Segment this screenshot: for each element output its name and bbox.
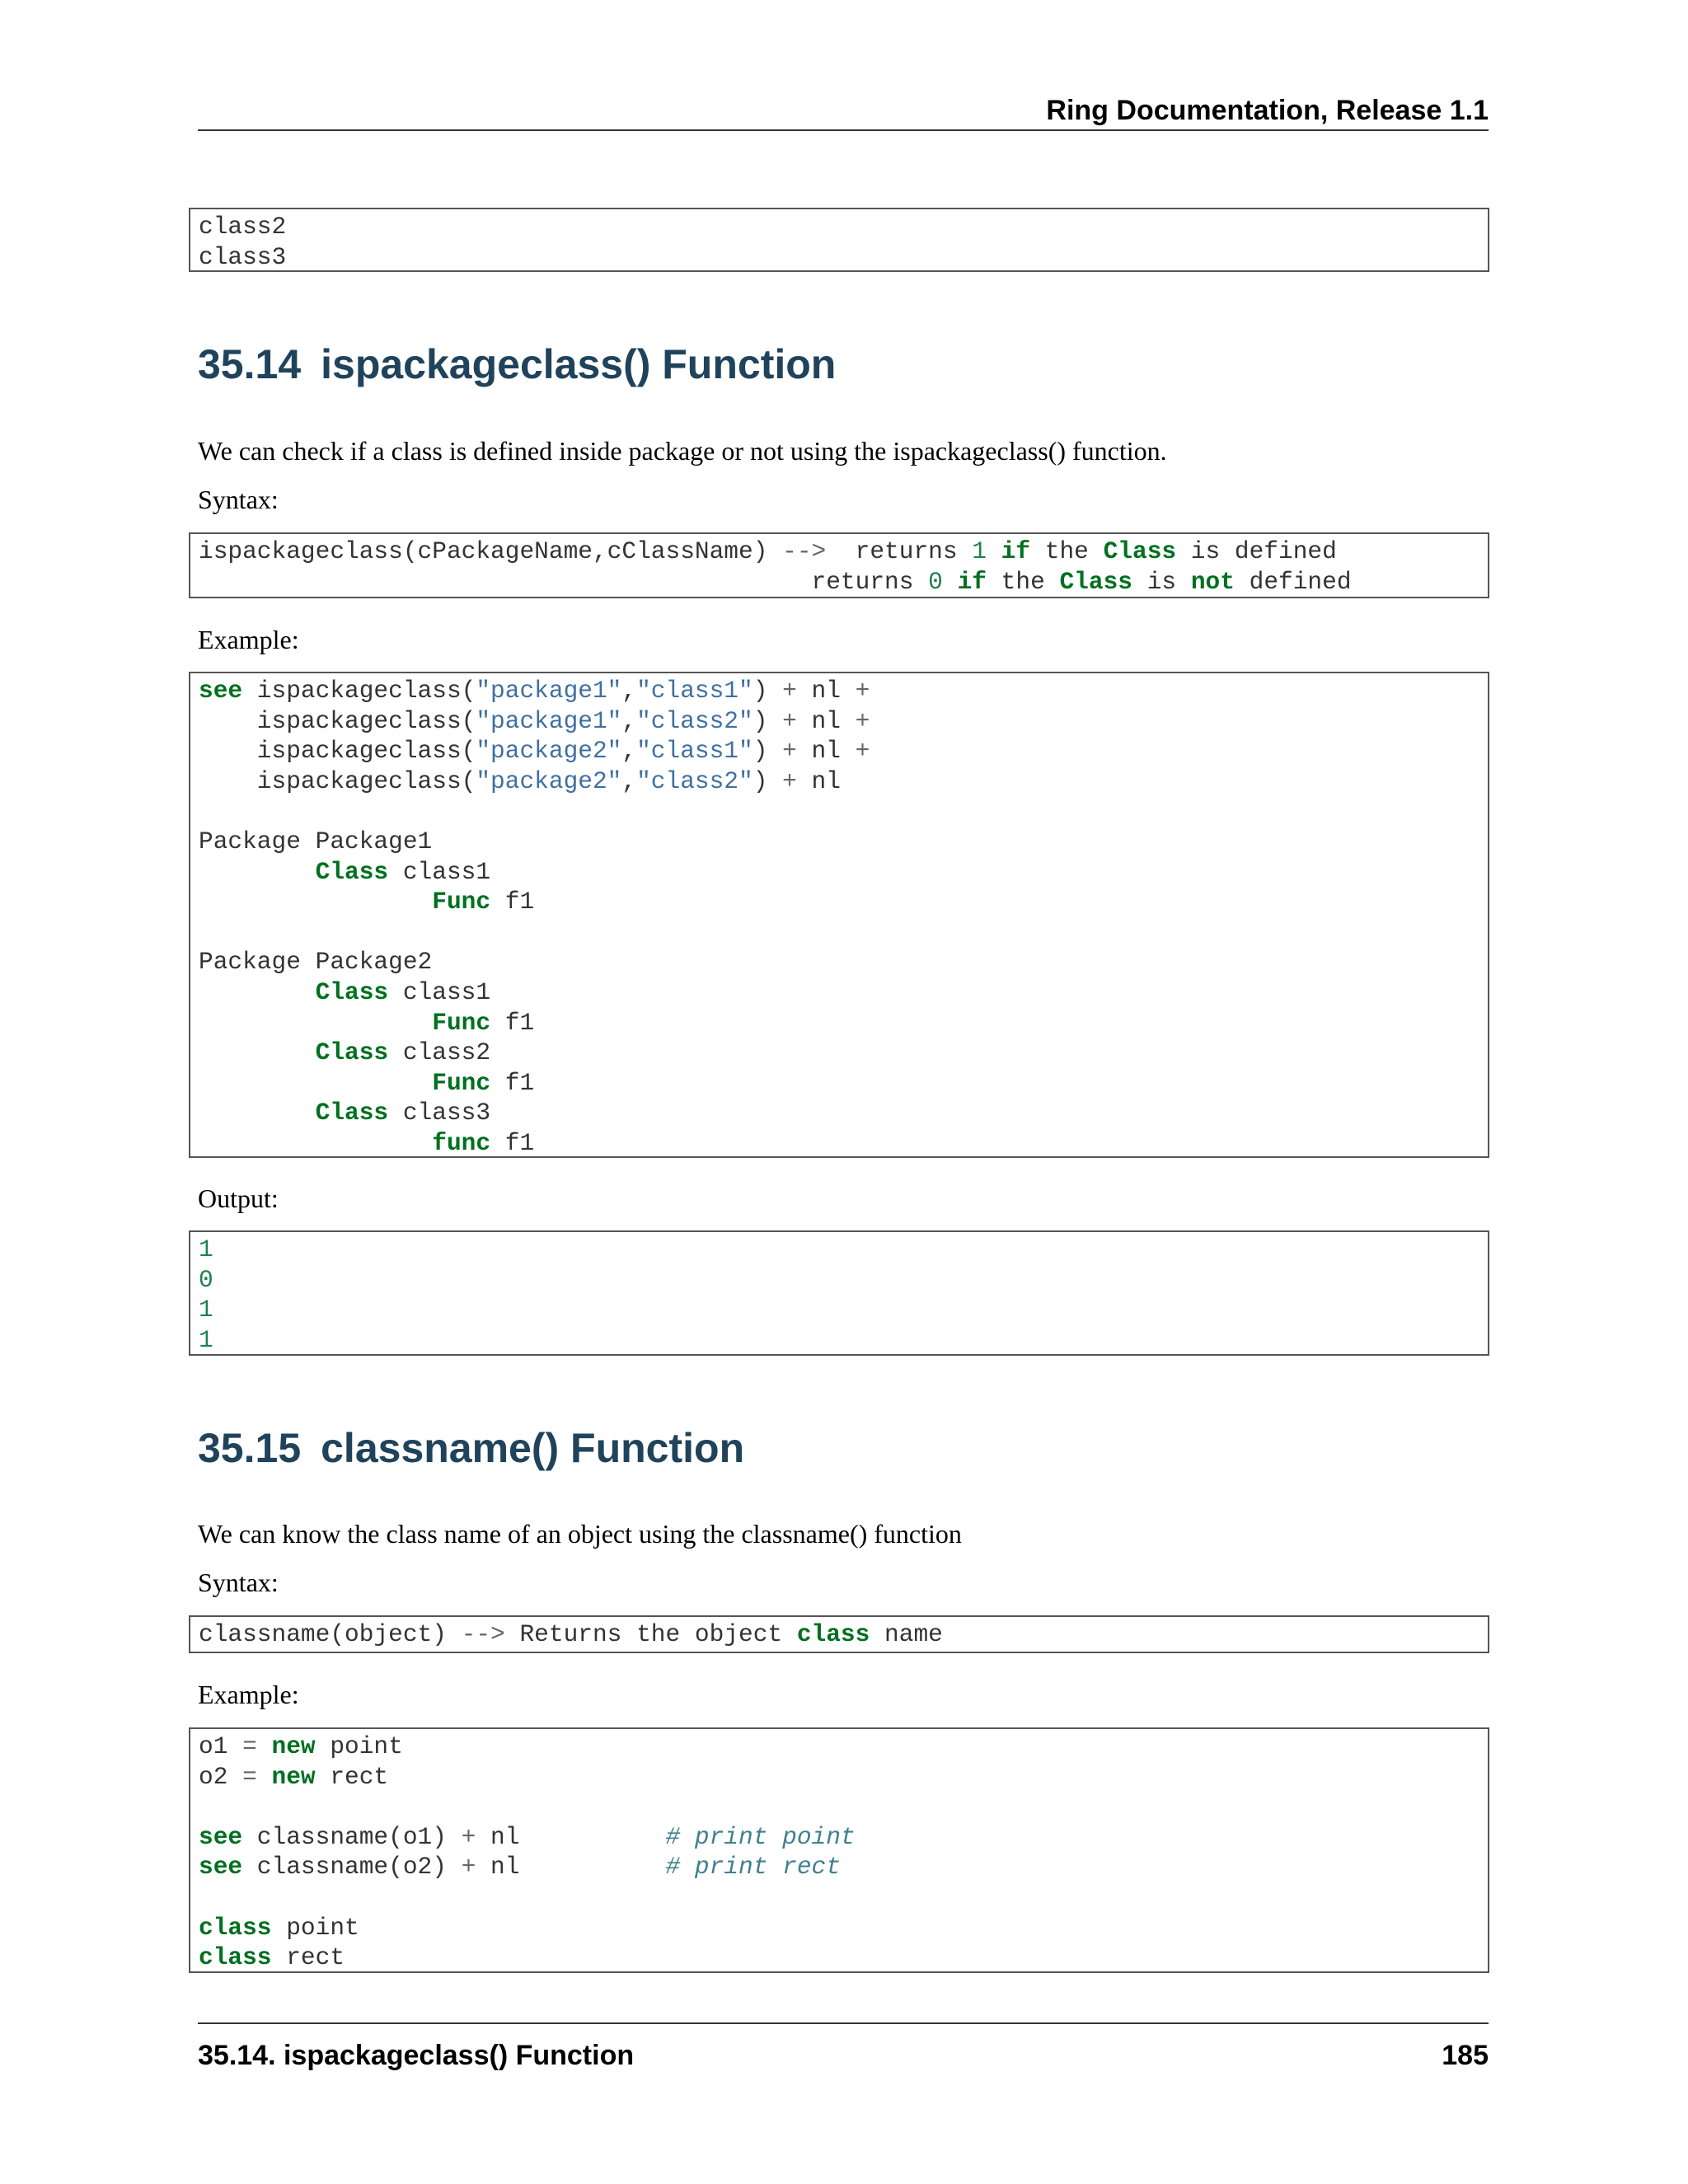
code-line	[199, 977, 1479, 1008]
code-token: see	[199, 677, 243, 705]
code-token: ,	[621, 737, 637, 766]
code-line	[199, 1943, 1479, 1973]
code-token: Class	[315, 857, 389, 886]
example-code-block	[189, 1727, 1489, 1973]
code-line	[199, 917, 1479, 948]
code-token: if	[957, 567, 987, 596]
syntax-label: Syntax:	[198, 485, 279, 514]
code-token: point	[315, 1732, 403, 1760]
code-token: returns	[199, 567, 929, 596]
code-token: "package1"	[476, 677, 622, 705]
code-line	[199, 1038, 1479, 1068]
code-token	[199, 978, 316, 1006]
output-code-block	[189, 1230, 1489, 1356]
code-token: +	[782, 677, 797, 705]
code-token: )	[753, 737, 783, 766]
code-token: Package Package1	[199, 827, 433, 855]
code-line	[199, 537, 1479, 567]
code-token: classname(o2)	[242, 1853, 462, 1882]
section-heading-35-14	[198, 340, 836, 389]
code-line	[199, 1822, 1479, 1853]
code-token: +	[782, 766, 797, 795]
code-token: +	[461, 1822, 476, 1851]
section-title: ispackageclass() Function	[321, 341, 837, 387]
code-token: class	[199, 1943, 272, 1972]
code-token	[199, 1099, 316, 1127]
code-token: Package Package2	[199, 948, 433, 977]
example-label: Example:	[198, 1680, 299, 1709]
code-token: new	[271, 1762, 316, 1791]
footer-section: 35.14. ispackageclass() Function	[198, 2040, 635, 2071]
code-token: nl	[796, 766, 841, 795]
code-token: classname(o1)	[242, 1822, 462, 1851]
code-token: ,	[621, 677, 637, 705]
code-token: f1	[490, 1068, 535, 1097]
code-token: f1	[490, 888, 535, 916]
example-label: Example:	[198, 625, 299, 654]
code-token: func	[432, 1128, 491, 1157]
output-label: Output:	[198, 1183, 279, 1213]
code-line	[199, 887, 1479, 917]
code-token: Func	[432, 888, 491, 916]
code-token: ispackageclass(	[199, 737, 476, 766]
code-token: ,	[621, 706, 637, 735]
code-token: Returns the object	[504, 1620, 797, 1648]
code-line	[199, 827, 1479, 857]
code-line	[199, 1098, 1479, 1128]
code-token: point	[271, 1913, 359, 1942]
code-token: ,	[621, 766, 637, 795]
code-token: )	[753, 766, 783, 795]
code-token: new	[271, 1732, 316, 1760]
code-token	[257, 1732, 272, 1760]
code-token: 0	[928, 567, 943, 596]
code-line	[199, 1913, 1479, 1943]
code-line	[199, 1008, 1479, 1038]
code-token: is defined	[1176, 537, 1337, 565]
code-token: +	[855, 706, 870, 735]
code-token: Class	[1103, 537, 1177, 565]
code-token: 1	[199, 1325, 213, 1354]
code-line	[199, 857, 1479, 888]
section-title: classname() Function	[321, 1425, 745, 1471]
code-token: Class	[315, 977, 389, 1006]
code-token: =	[242, 1732, 257, 1760]
syntax-label: Syntax:	[198, 1568, 279, 1597]
code-token: -->	[782, 537, 827, 565]
code-token: -->	[461, 1620, 505, 1648]
code-token: "class2"	[636, 766, 753, 795]
syntax-code-block	[189, 532, 1489, 598]
code-token: f1	[490, 1128, 535, 1157]
code-line	[199, 1068, 1479, 1099]
code-token: 1	[199, 1235, 213, 1263]
syntax-code-block	[189, 1615, 1489, 1653]
code-token: returns	[826, 537, 973, 565]
code-token: o2	[199, 1762, 243, 1791]
code-block-top	[189, 208, 1489, 272]
code-token: +	[782, 706, 797, 735]
header-rule	[198, 129, 1489, 131]
code-line	[199, 676, 1479, 706]
code-token: "package2"	[476, 766, 622, 795]
code-token	[199, 1129, 432, 1157]
section-intro: We can check if a class is defined inside package or not using the ispackageclass() function.	[198, 436, 1167, 466]
code-token: if	[1001, 537, 1031, 565]
code-token: Func	[432, 1068, 491, 1097]
code-line	[199, 736, 1479, 766]
code-line	[199, 796, 1479, 827]
code-token: class1	[388, 857, 491, 886]
code-token	[199, 888, 432, 916]
code-token: nl	[476, 1822, 666, 1851]
code-token: nl	[796, 706, 856, 735]
code-token: rect	[315, 1762, 389, 1791]
code-token: class2	[388, 1038, 491, 1067]
example-code-block	[189, 672, 1489, 1158]
code-token	[987, 537, 1001, 565]
code-token: 1	[199, 1296, 213, 1324]
code-token: Class	[315, 1038, 389, 1067]
code-token	[199, 858, 316, 886]
code-token: +	[855, 677, 870, 705]
code-token: is	[1132, 567, 1191, 596]
page-number: 185	[1442, 2040, 1489, 2071]
code-token: +	[461, 1853, 476, 1882]
code-token: # print point	[665, 1822, 856, 1851]
footer-rule	[198, 2022, 1489, 2024]
code-line	[199, 766, 1479, 797]
code-token: 0	[199, 1265, 213, 1294]
code-line	[199, 1792, 1479, 1822]
section-heading-35-15	[198, 1423, 744, 1473]
code-token: see	[199, 1822, 243, 1851]
code-token: ispackageclass(cPackageName,cClassName)	[199, 537, 783, 565]
section-intro: We can know the class name of an object using the classname() function	[198, 1519, 962, 1549]
code-line	[199, 1762, 1479, 1793]
code-token: rect	[271, 1943, 345, 1972]
code-token: Func	[432, 1008, 491, 1037]
code-token: the	[1030, 537, 1104, 565]
code-line	[199, 567, 1479, 598]
code-token: 1	[972, 537, 987, 565]
code-token: +	[855, 737, 870, 766]
code-token	[943, 568, 958, 596]
code-token: # print rect	[665, 1853, 841, 1882]
code-token: nl	[796, 737, 856, 766]
code-token: "package1"	[476, 706, 622, 735]
code-token: )	[753, 706, 783, 735]
code-token: f1	[490, 1008, 535, 1037]
code-token: defined	[1234, 567, 1352, 596]
code-line	[199, 1852, 1479, 1882]
code-token: class	[199, 1913, 272, 1942]
code-token: Class	[315, 1099, 389, 1127]
code-line	[199, 1265, 1479, 1296]
code-line	[199, 1732, 1479, 1762]
code-token: "class1"	[636, 737, 753, 766]
code-line	[199, 706, 1479, 737]
code-line	[199, 1235, 1479, 1265]
code-token: o1	[199, 1732, 243, 1760]
section-number: 35.15	[198, 1425, 302, 1471]
code-token: "package2"	[476, 737, 622, 766]
code-line: class2	[199, 213, 287, 241]
code-token: )	[753, 677, 783, 705]
code-line	[199, 1295, 1479, 1325]
code-token: class3	[388, 1099, 491, 1127]
code-token: class1	[388, 977, 491, 1006]
code-token: "class2"	[636, 706, 753, 735]
section-number: 35.14	[198, 341, 302, 387]
code-token: see	[199, 1853, 243, 1882]
code-line	[199, 1619, 1479, 1650]
code-token: =	[242, 1762, 257, 1791]
code-token: class	[796, 1620, 870, 1648]
code-token: classname(object)	[199, 1620, 462, 1648]
code-token: nl	[476, 1853, 666, 1882]
code-token	[199, 1069, 432, 1097]
code-token: "class1"	[636, 677, 753, 705]
code-token: ispackageclass(	[199, 706, 476, 735]
code-line	[199, 1128, 1479, 1158]
code-token	[199, 1009, 432, 1037]
code-line	[199, 947, 1479, 977]
code-token: name	[870, 1620, 943, 1648]
code-token: ispackageclass(	[199, 766, 476, 795]
code-token: ispackageclass(	[242, 677, 476, 705]
code-token: +	[782, 737, 797, 766]
code-token: the	[986, 567, 1060, 596]
code-line	[199, 1325, 1479, 1356]
running-header: Ring Documentation, Release 1.1	[1046, 95, 1489, 126]
code-token: Class	[1059, 567, 1132, 596]
code-token: nl	[796, 677, 856, 705]
code-token	[199, 1038, 316, 1066]
code-line: class3	[199, 242, 287, 271]
code-token	[257, 1763, 272, 1791]
code-line	[199, 1882, 1479, 1913]
code-token: not	[1190, 567, 1235, 596]
